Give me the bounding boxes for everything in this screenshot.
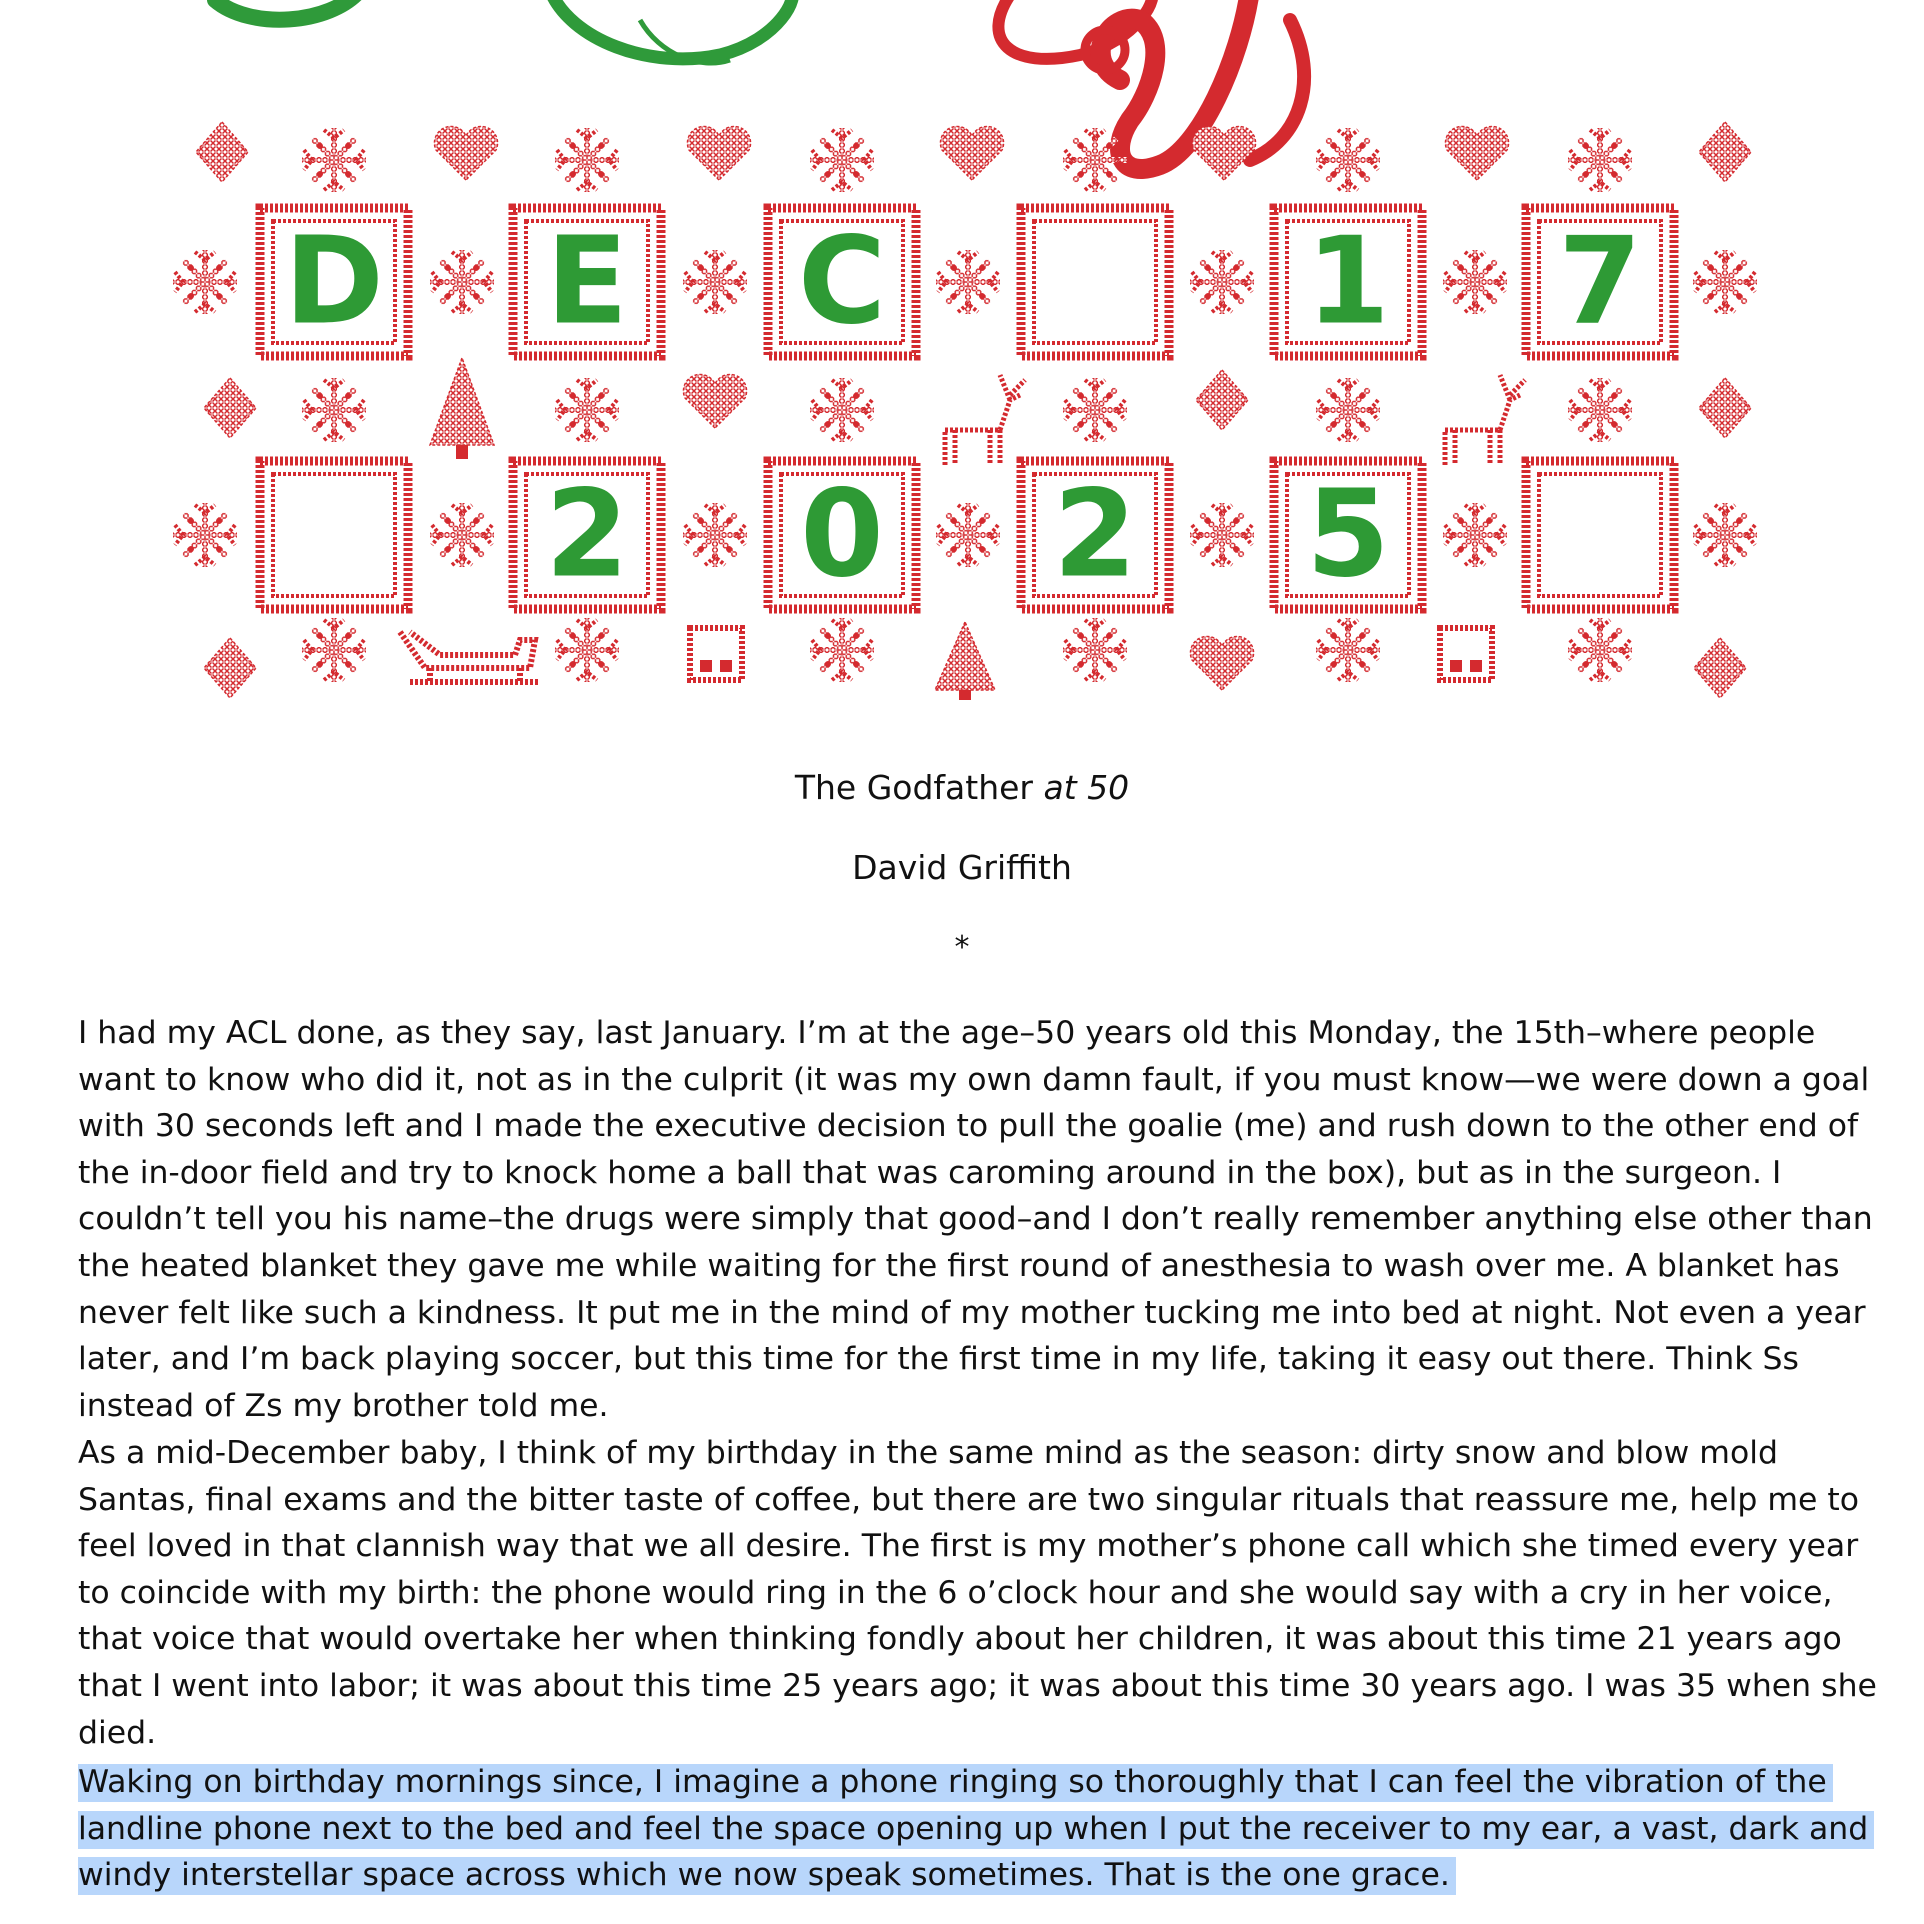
paragraph-2: As a mid-December baby, I think of my birthday in the same mind as the season: dirty snow and blow mold Santas, final exams and the bitter taste of coffee, but there are two singular rituals that reassure me, help me to feel loved in that clannish way that we all desire. The first is my mother’s phone call which she timed every year to coincide with my birth: the phone would ring in the 6 o’clock hour and she would say with a cry in her voice, that voice that would overtake her when thinking fondly about her children, it was about this time 21 years ago that I went into labor; it was about this time 25 years ago; it was about this time 30 years ago. I was 35 when she died.: [78, 1435, 1877, 1751]
gift-icon: [690, 628, 742, 680]
heart-icon: [1190, 636, 1253, 690]
snowflake-icon: [555, 618, 619, 682]
reindeer-icon: [1445, 375, 1525, 465]
snowflake-icon: [1316, 618, 1380, 682]
snowflake-icon: [1063, 378, 1127, 442]
paragraph-3: [78, 1759, 1878, 1899]
gift-icon: [1440, 628, 1492, 680]
snowflake-icon: [302, 378, 366, 442]
calendar-cell-8: 2: [545, 465, 629, 605]
snowflake-icon: [555, 378, 619, 442]
essay-title: [0, 768, 1924, 807]
paragraph-1: I had my ACL done, as they say, last January. I’m at the age–50 years old this Monday, the 15th–where people want to know who did it, not as in the culprit (it was my own damn fault, if you must know—we were down a goal with 30 seconds left and I made the executive decision to pull the goalie (me) and rush down to the other end of the in-door field and try to knock home a ball that was caroming around in the box), but as in the surgeon. I couldn’t tell you his name–the drugs were simply that good–and I don’t really remember anything else other than the heated blanket they gave me while waiting for the first round of anesthesia to wash over me. A blanket has never felt like such a kindness. It put me in the mind of my mother tucking me into bed at night. Not even a year later, and I’m back playing soccer, but this time for the first time in my life, taking it easy out there. Think Ss instead of Zs my brother told me.: [78, 1015, 1873, 1424]
snowflake-icon: [1568, 128, 1632, 192]
snowflake-icon: [810, 378, 874, 442]
snowflake-icon: [1568, 378, 1632, 442]
heart-icon: [683, 374, 746, 428]
advent-calendar-banner: [0, 0, 1924, 730]
author-name: David Griffith: [852, 848, 1072, 887]
calendar-cell-9: 0: [800, 465, 884, 605]
snowflake-icon: [555, 128, 619, 192]
calendar-cell-10: 2: [1053, 465, 1137, 605]
middle-motif-row: [204, 358, 1751, 465]
essay-title-name: The Godfather: [794, 768, 1033, 807]
section-separator: *: [954, 930, 970, 965]
essay-title-suffix: at 50: [1043, 768, 1130, 807]
snowflake-icon: [810, 128, 874, 192]
sleigh-icon: [400, 632, 540, 682]
tree-icon: [430, 358, 494, 459]
calendar-cell-11: 5: [1306, 465, 1390, 605]
calendar-cell-5: 1: [1306, 212, 1390, 352]
heart-icon: [1192, 126, 1255, 180]
snowflake-icon: [1063, 618, 1127, 682]
snowflake-icon: [1316, 128, 1380, 192]
snowflake-icon: [1316, 378, 1380, 442]
script-lettering: [215, 0, 1304, 169]
calendar-cell-1: D: [284, 212, 384, 352]
snowflake-icon: [302, 128, 366, 192]
calendar-row-1: [173, 208, 1757, 356]
calendar-cell-3: C: [797, 212, 887, 352]
calendar-cell-2: E: [546, 212, 628, 352]
calendar-row-2: [173, 461, 1757, 609]
top-motif-row: [196, 122, 1751, 192]
bottom-motif-row: [204, 618, 1746, 700]
heart-icon: [434, 126, 497, 180]
text-selection[interactable]: Waking on birthday mornings since, I imagine a phone ringing so thoroughly that I can feel the vibration of the landline phone next to the bed and feel the space opening up when I put the receiver to my ear, a vast, dark and windy interstellar space across which we now speak sometimes. That is the one grace.: [78, 1764, 1874, 1895]
heart-icon: [1445, 126, 1508, 180]
snowflake-icon: [1568, 618, 1632, 682]
heart-icon: [687, 126, 750, 180]
reindeer-icon: [945, 375, 1025, 465]
snowflake-icon: [302, 618, 366, 682]
heart-icon: [940, 126, 1003, 180]
tree-icon: [935, 622, 995, 700]
calendar-cell-6: 7: [1558, 212, 1642, 352]
snowflake-icon: [810, 618, 874, 682]
